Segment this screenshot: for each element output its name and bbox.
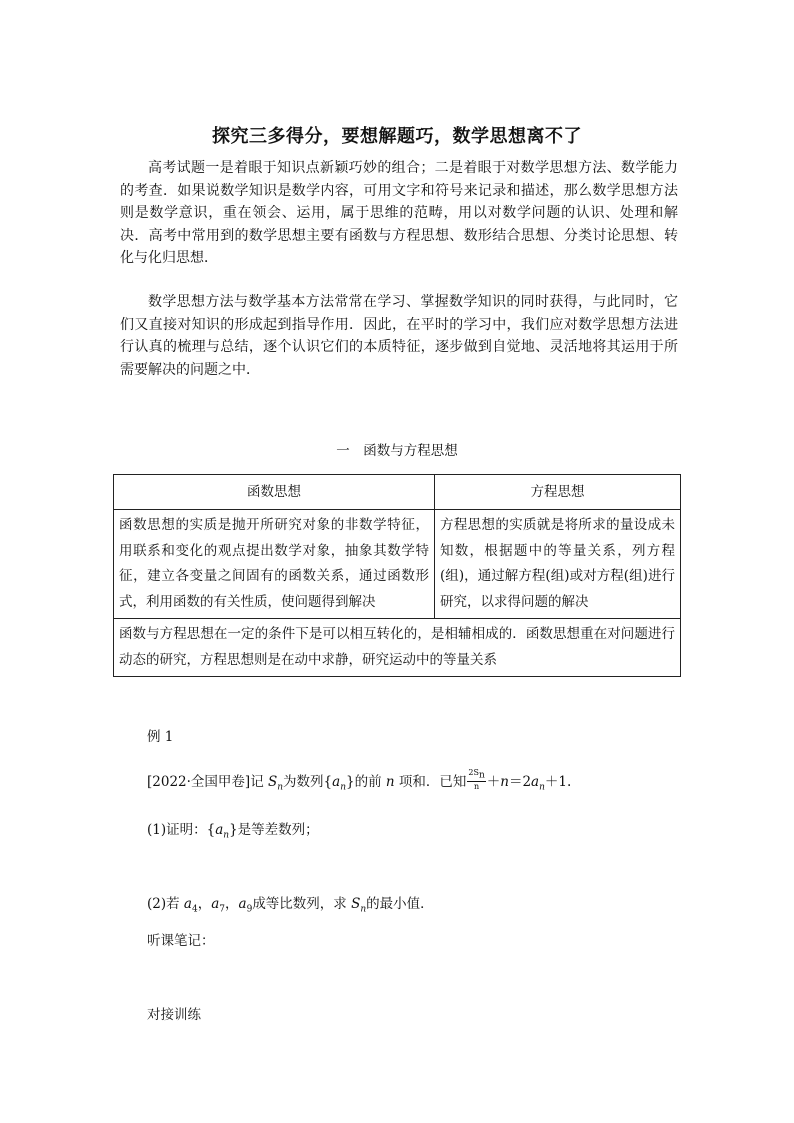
table-cell-function-desc: 函数思想的实质是抛开所研究对象的非数学特征，用联系和变化的观点提出数学对象，抽象其数学特征，建立各变量之间固有的函数关系，通过函数形式，利用函数的有关性质，使问题得到解决 xyxy=(114,510,435,619)
page-title: 探究三多得分，要想解题巧，数学思想离不了 xyxy=(212,126,582,147)
intro-paragraph-2: 数学思想方法与数学基本方法常常在学习、掌握数学知识的同时获得，与此同时，它们又直接对知识的形成起到指导作用．因此，在平时的学习中，我们应对数学思想方法进行认真的梳理与总结，逐个认识它们的本质特征，逐步做到自觉地、灵活地将其运用于所需要解决的问题之中． xyxy=(120,294,678,378)
notes-label: 听课笔记： xyxy=(147,933,215,949)
table-row xyxy=(114,510,681,619)
table-row xyxy=(114,619,681,677)
table-cell-relation: 函数与方程思想在一定的条件下是可以相互转化的，是相辅相成的．函数思想重在对问题进行动态的研究，方程思想则是在动中求静，研究运动中的等量关系 xyxy=(114,619,681,677)
example-question-2: (2)若 $a_4$，$a_7$，$a_9$成等比数列，求 $S_n$的最小值． xyxy=(147,896,434,915)
table-header-equation: 方程思想 xyxy=(435,475,681,510)
math-s: S xyxy=(267,774,278,790)
problem-source: [2022·全国甲卷] xyxy=(147,774,251,790)
intro-paragraph-1: 高考试题一是着眼于知识点新颖巧妙的组合；二是着眼于对数学思想方法、数学能力的考查．如果说数学知识是数学内容，可用文字和符号来记录和描述，那么数学思想方法则是数学意识，重在领会、运用，属于思维的范畴，用以对数学问题的认识、处理和解决．高考中常用到的数学思想主要有函数与方程思想、数形结合思想、分类讨论思想、转化与化归思想． xyxy=(120,160,678,266)
example-label: 例 1 xyxy=(147,729,174,745)
example-question-1: (1)证明：$\{a_n\}$是等差数列； xyxy=(147,822,319,841)
table-cell-equation-desc: 方程思想的实质就是将所求的量设成未知数，根据题中的等量关系，列方程(组)，通过解方程(组)或对方程(组)进行研究，以求得问题的解决 xyxy=(435,510,681,619)
math-fraction: $\frac{2S_n}{n}$ xyxy=(468,768,485,791)
table-header-function: 函数思想 xyxy=(114,475,435,510)
comparison-table xyxy=(113,474,681,677)
section-heading: 一 函数与方程思想 xyxy=(336,443,458,459)
practice-label: 对接训练 xyxy=(147,1007,201,1023)
table-header-row xyxy=(114,475,681,510)
example-problem: [2022·全国甲卷]记 $S_n$为数列$\{a_n\}$的前 n 项和．已知 $\frac{2S_n}{n}$ $+n=2a_n+1$. xyxy=(147,768,572,793)
